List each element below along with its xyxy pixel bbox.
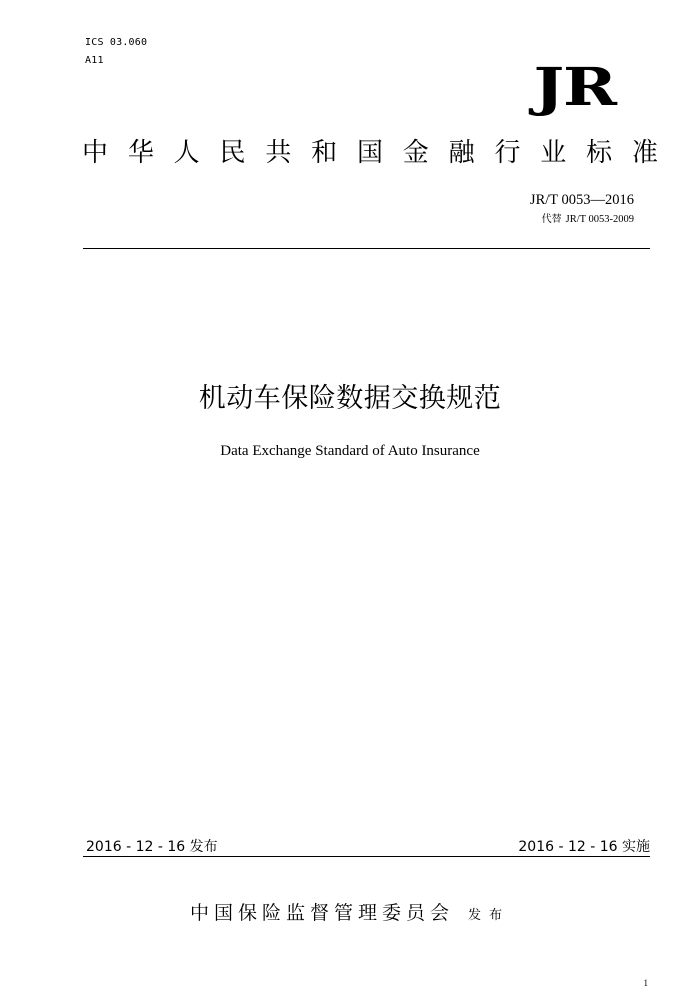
replaces-number: JR/T 0053-2009 bbox=[565, 214, 634, 225]
org-title-char: 中 bbox=[82, 138, 109, 168]
org-title-char: 标 bbox=[586, 138, 613, 168]
publish-date: 2016 - 12 - 16 发布 bbox=[86, 839, 218, 855]
ics-code: ICS 03.060 bbox=[85, 37, 148, 48]
org-title-char: 民 bbox=[219, 138, 246, 168]
standard-number: JR/T 0053—2016 bbox=[529, 192, 634, 208]
org-title-char: 融 bbox=[448, 138, 475, 168]
publisher-line bbox=[0, 900, 700, 929]
org-title-char: 金 bbox=[402, 138, 429, 168]
org-title bbox=[82, 136, 658, 170]
bottom-divider bbox=[83, 856, 650, 857]
top-divider bbox=[83, 248, 650, 249]
document-title-en: Data Exchange Standard of Auto Insurance bbox=[220, 443, 480, 459]
document-title-cn: 机动车保险数据交换规范 bbox=[198, 383, 502, 414]
classification-code: A11 bbox=[85, 55, 104, 66]
org-title-char: 行 bbox=[494, 138, 521, 168]
org-title-char: 国 bbox=[356, 138, 383, 168]
org-title-char: 和 bbox=[311, 138, 338, 168]
org-title-char: 业 bbox=[540, 138, 567, 168]
jr-logo: JR bbox=[533, 57, 616, 118]
publisher-issue: 发布 bbox=[468, 908, 511, 923]
org-title-char: 准 bbox=[631, 138, 658, 168]
replaces-line bbox=[542, 213, 634, 227]
org-title-char: 人 bbox=[173, 138, 200, 168]
implementation-date: 2016 - 12 - 16 实施 bbox=[518, 839, 650, 855]
page-number: 1 bbox=[643, 978, 648, 988]
org-title-char: 共 bbox=[265, 138, 292, 168]
publisher-name: 中国保险监督管理委员会 bbox=[189, 902, 454, 924]
replaces-label: 代替 bbox=[541, 214, 562, 225]
org-title-char: 华 bbox=[127, 138, 154, 168]
